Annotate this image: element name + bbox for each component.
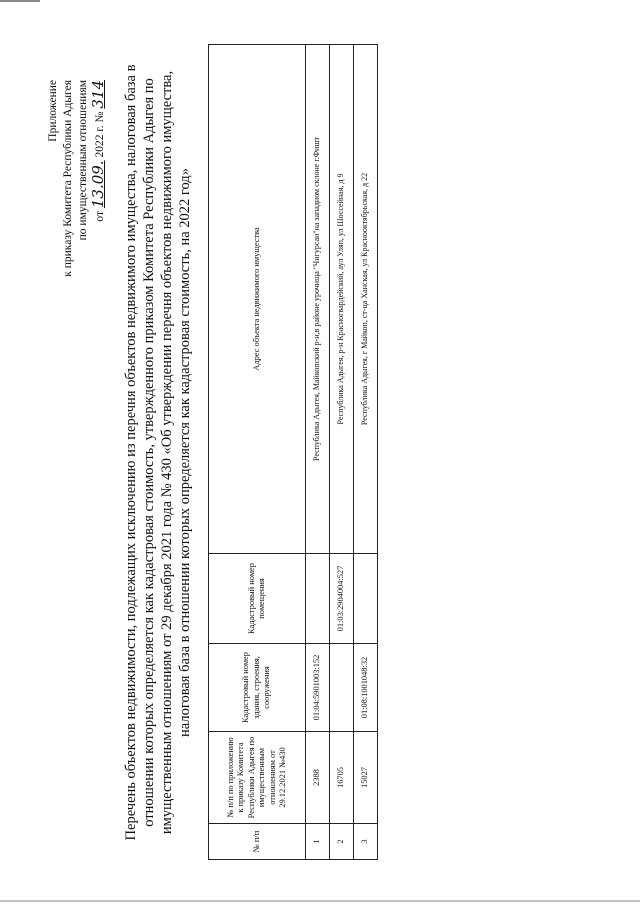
document-title: Перечень объектов недвижимости, подлежащих исключению из перечня объектов недвижимого имущества, налоговая база в отношении которых определяется как кадастровая стоимость, утвержденного приказом Комитета Республики Адыгея по имущественным отношениям от 29 декабря 2021 года № 430 «Об утверждении перечня объектов недвижимого имущества, налоговая база в отношении которых определяется как кадастровая стоимость, на 2022 год» — [123, 64, 193, 841]
cell-room-cadastral — [306, 554, 330, 644]
appendix-committee-line: по имущественным отношениям — [77, 80, 89, 241]
appendix-block — [46, 80, 108, 277]
cell-ref-number: 2388 — [306, 732, 330, 824]
cell-address: Республика Адыгея, р-н Красногвардейский, аул Уляп, ул Шоссейная, д 9 — [330, 45, 354, 554]
cell-building-cadastral: 01:08:1001048:32 — [354, 644, 378, 732]
cell-address: Республика Адыгея, Майкопский р-н,в районе урочища "Чигурсаи"на западном склоне г.Фишт — [306, 45, 330, 554]
handwritten-number: 314 — [89, 80, 107, 109]
cell-room-cadastral — [354, 554, 378, 644]
date-year: 2022 г. № — [94, 111, 106, 158]
header-room-cadastral: Кадастровый номер помещения — [209, 554, 306, 644]
header-building-cadastral: Кадастровый номер здания, строения, сооружения — [209, 644, 306, 732]
cell-index: 1 — [306, 824, 330, 860]
table-row — [306, 45, 330, 860]
cell-ref-number: 16705 — [330, 732, 354, 824]
cell-building-cadastral: 01:04:5901003:152 — [306, 644, 330, 732]
appendix-title: Приложение — [47, 80, 59, 142]
cell-building-cadastral — [330, 644, 354, 732]
date-prefix: от — [94, 211, 106, 222]
table-row — [330, 45, 354, 860]
table-header-row — [209, 45, 306, 860]
header-index: № п/п — [209, 824, 306, 860]
table-row — [354, 45, 378, 860]
scan-edge-top — [0, 0, 40, 2]
appendix-date-line — [91, 80, 108, 277]
handwritten-date: 13.09. — [89, 160, 107, 209]
cell-room-cadastral: 01:03:2904004:527 — [330, 554, 354, 644]
cell-index: 2 — [330, 824, 354, 860]
scan-edge-bottom — [0, 900, 640, 902]
header-address: Адрес объекта недвижимого имущества — [209, 45, 306, 554]
appendix-order-line: к приказу Комитета Республики Адыгея — [62, 80, 74, 277]
cell-index: 3 — [354, 824, 378, 860]
cell-address: Республика Адыгея, г Майкоп, ст-ца Ханская, ул Краснооктябрьская, д 22 — [354, 45, 378, 554]
header-ref-number: № п/п по приложению к приказу Комитета Республики Адыгея по имущественным отношениям от 29.12.2021 №430 — [209, 732, 306, 824]
cell-ref-number: 15027 — [354, 732, 378, 824]
objects-table — [208, 44, 378, 860]
